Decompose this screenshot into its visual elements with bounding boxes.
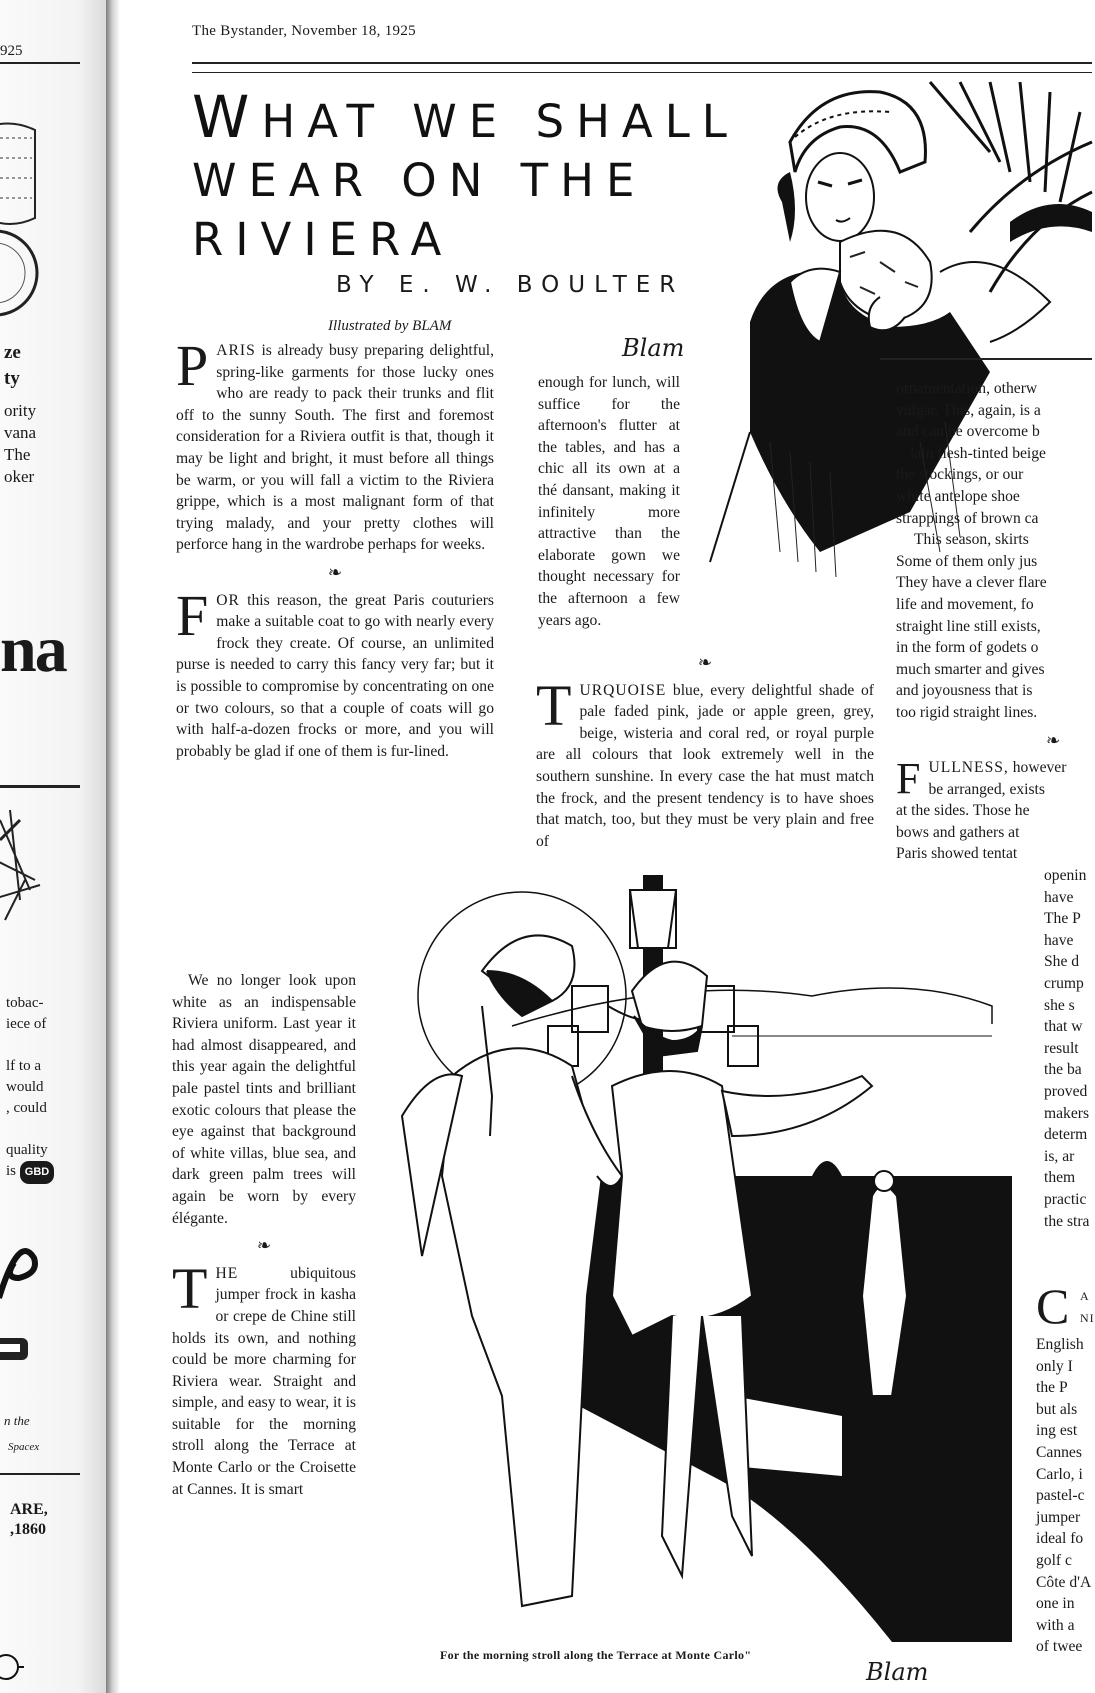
article-column-2: [536, 646, 874, 852]
adjacent-ad-text: ority vana The oker: [4, 401, 37, 486]
ornament-divider: ❧: [697, 653, 713, 672]
drop-cap: F: [176, 582, 209, 648]
paragraph: THE ubiquitous jumper frock in kasha or crepe de Chine still holds its own, and nothing could be more charming for Riviera wear. Straight and simple, and easy to wear, it is suitable for the morning stroll along the Terrace at Monte Carlo or the Croisette at Cannes. It is smart: [172, 1255, 356, 1498]
paragraph: We no longer look upon white as an indispensable Riviera uniform. Last year it had almost disappeared, and this year again the delightful pale pastel tints and brilliant exotic colours that please the eye against that background of white villas, blue sea, and dark green palm trees will again be worn by every élégante.: [172, 972, 356, 1227]
drop-cap: P: [176, 333, 209, 398]
starburst-illustration-icon: [0, 800, 50, 980]
drop-cap: T: [172, 1255, 208, 1321]
illustration-caption: For the morning stroll along the Terrace at Monte Carlo": [440, 1648, 752, 1662]
ornament-divider: ❧: [327, 562, 343, 582]
artist-signature-top: Blam: [622, 334, 685, 362]
paragraph: PARIS is already busy preparing delightful, spring-like garments for those lucky ones who are ready to pack their trunks and flit off to the sunny South. The first and foremost consideration for a Riviera outfit is that, though it may be light and bright, it must before all things be warm, or you will fall a victim to the Riviera grippe, which is a most malignant form of that trying malady, and your pretty clothes will perforce hang in the wardrobe perhaps for weeks.: [176, 333, 494, 554]
tobacco-jar-illustration-icon: [0, 118, 40, 328]
ornament-divider: ❧: [256, 1236, 272, 1256]
page-gutter: [106, 0, 120, 1693]
artist-signature-bottom: Blam: [866, 1658, 929, 1686]
paragraph: FOR this reason, the great Paris couturiers make a suitable coat to go with nearly every frock they create. Of course, an unlimited purse is needed to carry this fancy very far; but it is possible to compromise by concentrating on one or two colours, so that a couple of coats will go with half-a-dozen frocks or more, and you will probably be glad if one of them is fur-lined.: [176, 582, 494, 760]
article-column-2-upper: [538, 372, 680, 631]
drop-cap: C: [1036, 1278, 1070, 1334]
ornament-divider: ❧: [1046, 730, 1061, 750]
column-rule-top-right: [880, 358, 1092, 360]
byline: BY E. W. BOULTER: [336, 272, 685, 298]
drop-cap: F: [896, 754, 921, 804]
pipe-illustration-icon: [0, 1320, 34, 1380]
running-head: The Bystander, November 18, 1925: [192, 23, 416, 39]
article-column-1: [176, 333, 494, 762]
gbd-badge: GBD: [20, 1161, 54, 1184]
monte-carlo-terrace-illustration: [372, 876, 1012, 1642]
article-title: WHAT WE SHALL WEAR ON THE RIVIERA: [192, 83, 739, 266]
article-column-3: ornamentation, otherw vulgar. This, again, is a and can be overcome b lain flesh-tinted beige the stockings, or our white antelope shoe strappings of brown ca This season, skirts Some of them only jus They have a clever flare life and movement, fo straight line still exists, in the form of godets o much smarter and gives and joyousness that is too rigid straight lines. ❧ FULLNESS, however be arranged, exists at the sides. Those he bows and gathers at Paris showed tentat openin have The P have She d crump she s that w result the ba proved makers determ is, ar them practic the stra: [896, 378, 1092, 1232]
paragraph: enough for lunch, will suffice for the afternoon's flutter at the tables, and has a chic all its own at a thé dansant, making it infinitely more attractive than the elaborate gown we thought necessary for the afternoon a few years ago.: [538, 374, 680, 629]
adjacent-ad-script-2: Spacex: [8, 1441, 40, 1453]
article-column-1-lower: [172, 970, 356, 1500]
drop-cap: T: [536, 672, 572, 738]
adjacent-ad-script-1: n the: [4, 1413, 30, 1428]
paragraph: TURQUOISE blue, every delightful shade of pale faded pink, jade or apple green, grey, beige, wisteria and coral red, or royal purple are all colours that look extremely well in the southern sunshine. In every case the hat must match the frock, and the present tendency is to have shoes that match, too, but they must be very plain and free of: [536, 672, 874, 850]
adjacent-ad-footer: ARE, ,1860: [10, 1501, 48, 1538]
adjacent-ad-rule: [0, 785, 80, 788]
header-rule: [192, 62, 1092, 73]
script-ornament-icon: [0, 1228, 44, 1308]
adjacent-ad-heading: ze ty: [4, 342, 21, 389]
adjacent-ad-rule-2: [0, 1473, 80, 1475]
adjacent-page-rule: [0, 62, 80, 64]
drop-cap-block: C A NI: [1036, 1278, 1095, 1334]
article-column-3-lower: C A NI English only I the P but als ing est Cannes Carlo, i pastel-c jumper ideal fo golf c Côte d'A one in with a of twee: [1036, 1278, 1095, 1656]
adjacent-ad-copy: tobac- iece of lf to a would , could quality is GBD: [6, 993, 54, 1184]
adjacent-page-year: 925: [0, 43, 23, 59]
logo-circle-icon: [0, 1652, 24, 1682]
adjacent-page-strip: [0, 0, 112, 1693]
illustrator-credit: Illustrated by BLAM: [328, 318, 452, 334]
adjacent-ad-brand: na: [0, 613, 66, 686]
